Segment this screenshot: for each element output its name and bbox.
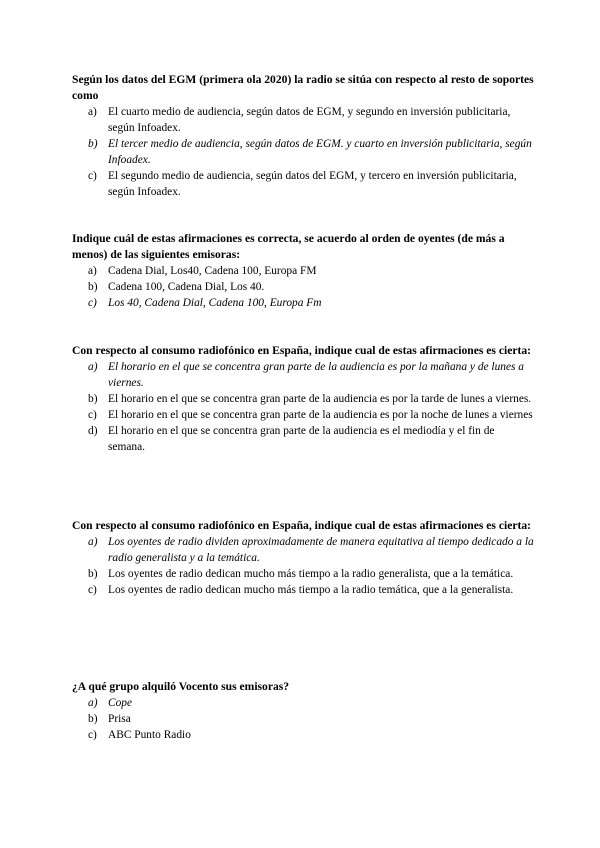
question-1: [72, 72, 534, 200]
option-letter: a): [88, 361, 98, 373]
option-a[interactable]: [72, 534, 534, 566]
option-letter: a): [88, 106, 97, 118]
question-3: [72, 343, 534, 455]
option-letter: a): [88, 265, 97, 277]
option-text: El horario en el que se concentra gran parte de la audiencia es el mediodía y el fin de semana.: [108, 425, 495, 453]
option-b[interactable]: [72, 566, 534, 582]
options-list: [72, 534, 534, 598]
option-letter: c): [88, 584, 97, 596]
options-list: [72, 104, 534, 200]
option-text: El cuarto medio de audiencia, según datos de EGM, y segundo en inversión publicitaria, según Infoadex.: [108, 106, 511, 134]
question-4: [72, 518, 534, 598]
option-letter: b): [88, 393, 98, 405]
option-letter: b): [88, 281, 98, 293]
option-letter: b): [88, 568, 98, 580]
option-letter: c): [88, 297, 97, 309]
option-text: El segundo medio de audiencia, según datos del EGM, y tercero en inversión publicitaria, según Infoadex.: [108, 170, 517, 198]
option-text: El horario en el que se concentra gran parte de la audiencia es por la tarde de lunes a viernes.: [108, 393, 532, 405]
option-text: Prisa: [108, 713, 131, 725]
option-letter: a): [88, 536, 98, 548]
question-title: Con respecto al consumo radiofónico en España, indique cual de estas afirmaciones es cierta:: [72, 519, 532, 532]
option-c[interactable]: [72, 168, 534, 200]
option-a[interactable]: [72, 359, 534, 391]
option-text: Cadena Dial, Los40, Cadena 100, Europa FM: [108, 265, 317, 277]
option-letter: c): [88, 729, 97, 741]
option-d[interactable]: [72, 423, 534, 455]
option-a[interactable]: [72, 104, 534, 136]
option-b[interactable]: [72, 279, 534, 295]
option-letter: c): [88, 170, 97, 182]
option-letter: a): [88, 697, 98, 709]
option-text: Los 40, Cadena Dial, Cadena 100, Europa Fm: [108, 297, 322, 309]
option-text: Cadena 100, Cadena Dial, Los 40.: [108, 281, 265, 293]
option-b[interactable]: [72, 391, 534, 407]
option-b[interactable]: [72, 711, 534, 727]
question-title: Indique cuál de estas afirmaciones es correcta, se acuerdo al orden de oyentes (de más a menos) de las siguientes emisoras:: [72, 232, 505, 261]
question-2: [72, 231, 534, 311]
options-list: [72, 359, 534, 455]
option-text: Los oyentes de radio dividen aproximadamente de manera equitativa al tiempo dedicado a la radio generalista y a la temática.: [108, 536, 534, 564]
option-a[interactable]: [72, 695, 534, 711]
question-title: Según los datos del EGM (primera ola 2020) la radio se sitúa con respecto al resto de soportes como: [72, 73, 534, 102]
option-letter: c): [88, 409, 97, 421]
option-text: Los oyentes de radio dedican mucho más tiempo a la radio generalista, que a la temática.: [108, 568, 514, 580]
option-c[interactable]: [72, 582, 534, 598]
option-text: Los oyentes de radio dedican mucho más tiempo a la radio temática, que a la generalista.: [108, 584, 514, 596]
option-letter: d): [88, 425, 98, 437]
option-letter: b): [88, 713, 98, 725]
options-list: [72, 263, 534, 311]
question-title: Con respecto al consumo radiofónico en España, indique cual de estas afirmaciones es cierta:: [72, 344, 532, 357]
options-list: [72, 695, 534, 743]
option-text: El horario en el que se concentra gran parte de la audiencia es por la noche de lunes a viernes: [108, 409, 533, 421]
option-c[interactable]: [72, 727, 534, 743]
question-title: ¿A qué grupo alquiló Vocento sus emisoras?: [72, 680, 290, 693]
question-5: [72, 679, 534, 743]
option-text: ABC Punto Radio: [108, 729, 191, 741]
option-text: El tercer medio de audiencia, según datos de EGM. y cuarto en inversión publicitaria, según Infoadex.: [108, 138, 532, 166]
option-c[interactable]: [72, 407, 534, 423]
option-letter: b): [88, 138, 98, 150]
option-a[interactable]: [72, 263, 534, 279]
option-text: El horario en el que se concentra gran parte de la audiencia es por la mañana y de lunes a viernes.: [108, 361, 525, 389]
option-b[interactable]: [72, 136, 534, 168]
option-text: Cope: [108, 697, 133, 709]
option-c[interactable]: [72, 295, 534, 311]
